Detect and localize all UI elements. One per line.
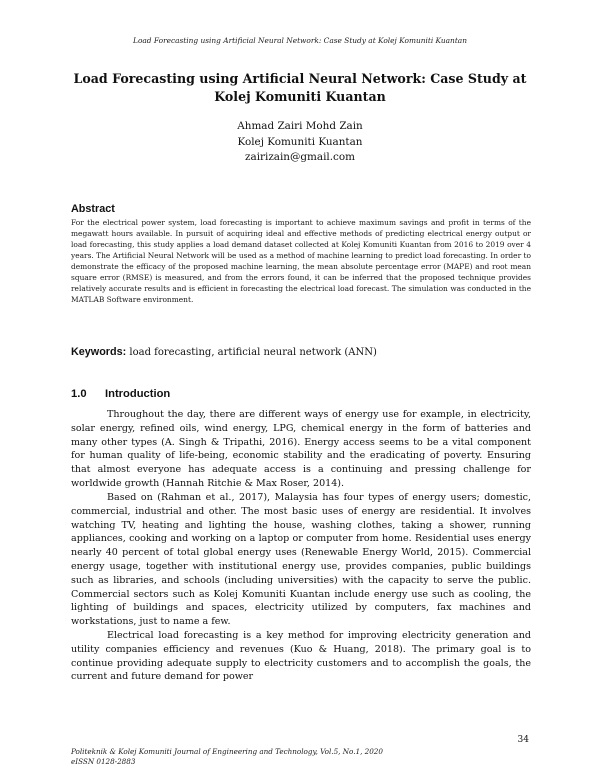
abstract-text: For the electrical power system, load forecasting is important to achieve maximum savings and profit in terms of the megawatt hours available. In pursuit of acquiring ideal and effective methods of predicting electrical energy output or load forecasting, this study applies a load demand dataset collected at Kolej Komuniti Kuantan from 2016 to 2019 over 4 years. The Artificial Neural Network will be used as a method of machine learning to predict load forecasting. In order to demonstrate the efficacy of the proposed machine learning, the mean absolute percentage error (MAPE) and root mean square error (RMSE) is measured, and from the errors found, it can be inferred that the proposed technique provides relatively accurate results and is efficient in forecasting the electrical load forecast. The simulation was conducted in the MATLAB Software environment.: [71, 218, 531, 304]
paper-title: Load Forecasting using Artificial Neural Network: Case Study at Kolej Komuniti Kuantan: [73, 71, 527, 104]
abstract-heading: Abstract: [71, 203, 115, 215]
author-email: zairizain@gmail.com: [245, 151, 355, 163]
footer-issn: eISSN 0128-2883: [71, 756, 136, 766]
section-heading: [71, 388, 170, 400]
running-head: Load Forecasting using Artificial Neural Network: Case Study at Kolej Komuniti Kuantan: [133, 36, 467, 45]
introduction-body: [71, 408, 531, 684]
author-block: [0, 119, 600, 166]
page-number: 34: [517, 735, 529, 745]
section-title: Introduction: [105, 388, 171, 400]
section-number: 1.0: [71, 388, 87, 400]
paragraph: Electrical load forecasting is a key method for improving electricity generation and utility companies efficiency and revenues (Kuo & Huang, 2018). The primary goal is to continue providing adequate supply to electricity customers and to accomplish the goals, the current and future demand for power: [71, 630, 531, 683]
paragraph: Throughout the day, there are different ways of energy use for example, in electricity, solar energy, refined oils, wind energy, LPG, chemical energy in the form of batteries and many other types (A. Singh & Tripathi, 2016). Energy access seems to be a vital component for human quality of life-being, economic stability and the eradicating of poverty. Ensuring that almost everyone has adequate access is a continuing and pressing challenge for worldwide growth (Hannah Ritchie & Max Roser, 2014).: [71, 409, 531, 490]
author-name: Ahmad Zairi Mohd Zain: [237, 120, 363, 132]
author-affiliation: Kolej Komuniti Kuantan: [237, 135, 363, 148]
paragraph: Based on (Rahman et al., 2017), Malaysia has four types of energy users; domestic, commercial, industrial and other. The most basic uses of energy are residential. It involves watching TV, heating and lighting the house, washing clothes, taking a shower, running appliances, cooking and working on a laptop or computer from home. Residential uses energy nearly 40 percent of total global energy uses (Renewable Energy World, 2015). Commercial energy usage, together with institutional energy use, provides companies, public buildings such as libraries, and schools (including universities) with the capacity to serve the public. Commercial sectors such as Kolej Komuniti Kuantan include energy use such as cooling, the lighting of buildings and spaces, electricity utilized by computers, fax machines and workstations, just to name a few.: [71, 491, 531, 628]
keywords-text: load forecasting, artificial neural network (ANN): [129, 347, 377, 358]
footer-journal: Politeknik & Kolej Komuniti Journal of Engineering and Technology, Vol.5, No.1, 2020: [71, 747, 383, 756]
journal-footer: [71, 747, 383, 766]
keywords-line: [71, 346, 377, 358]
keywords-label: Keywords:: [71, 346, 127, 358]
